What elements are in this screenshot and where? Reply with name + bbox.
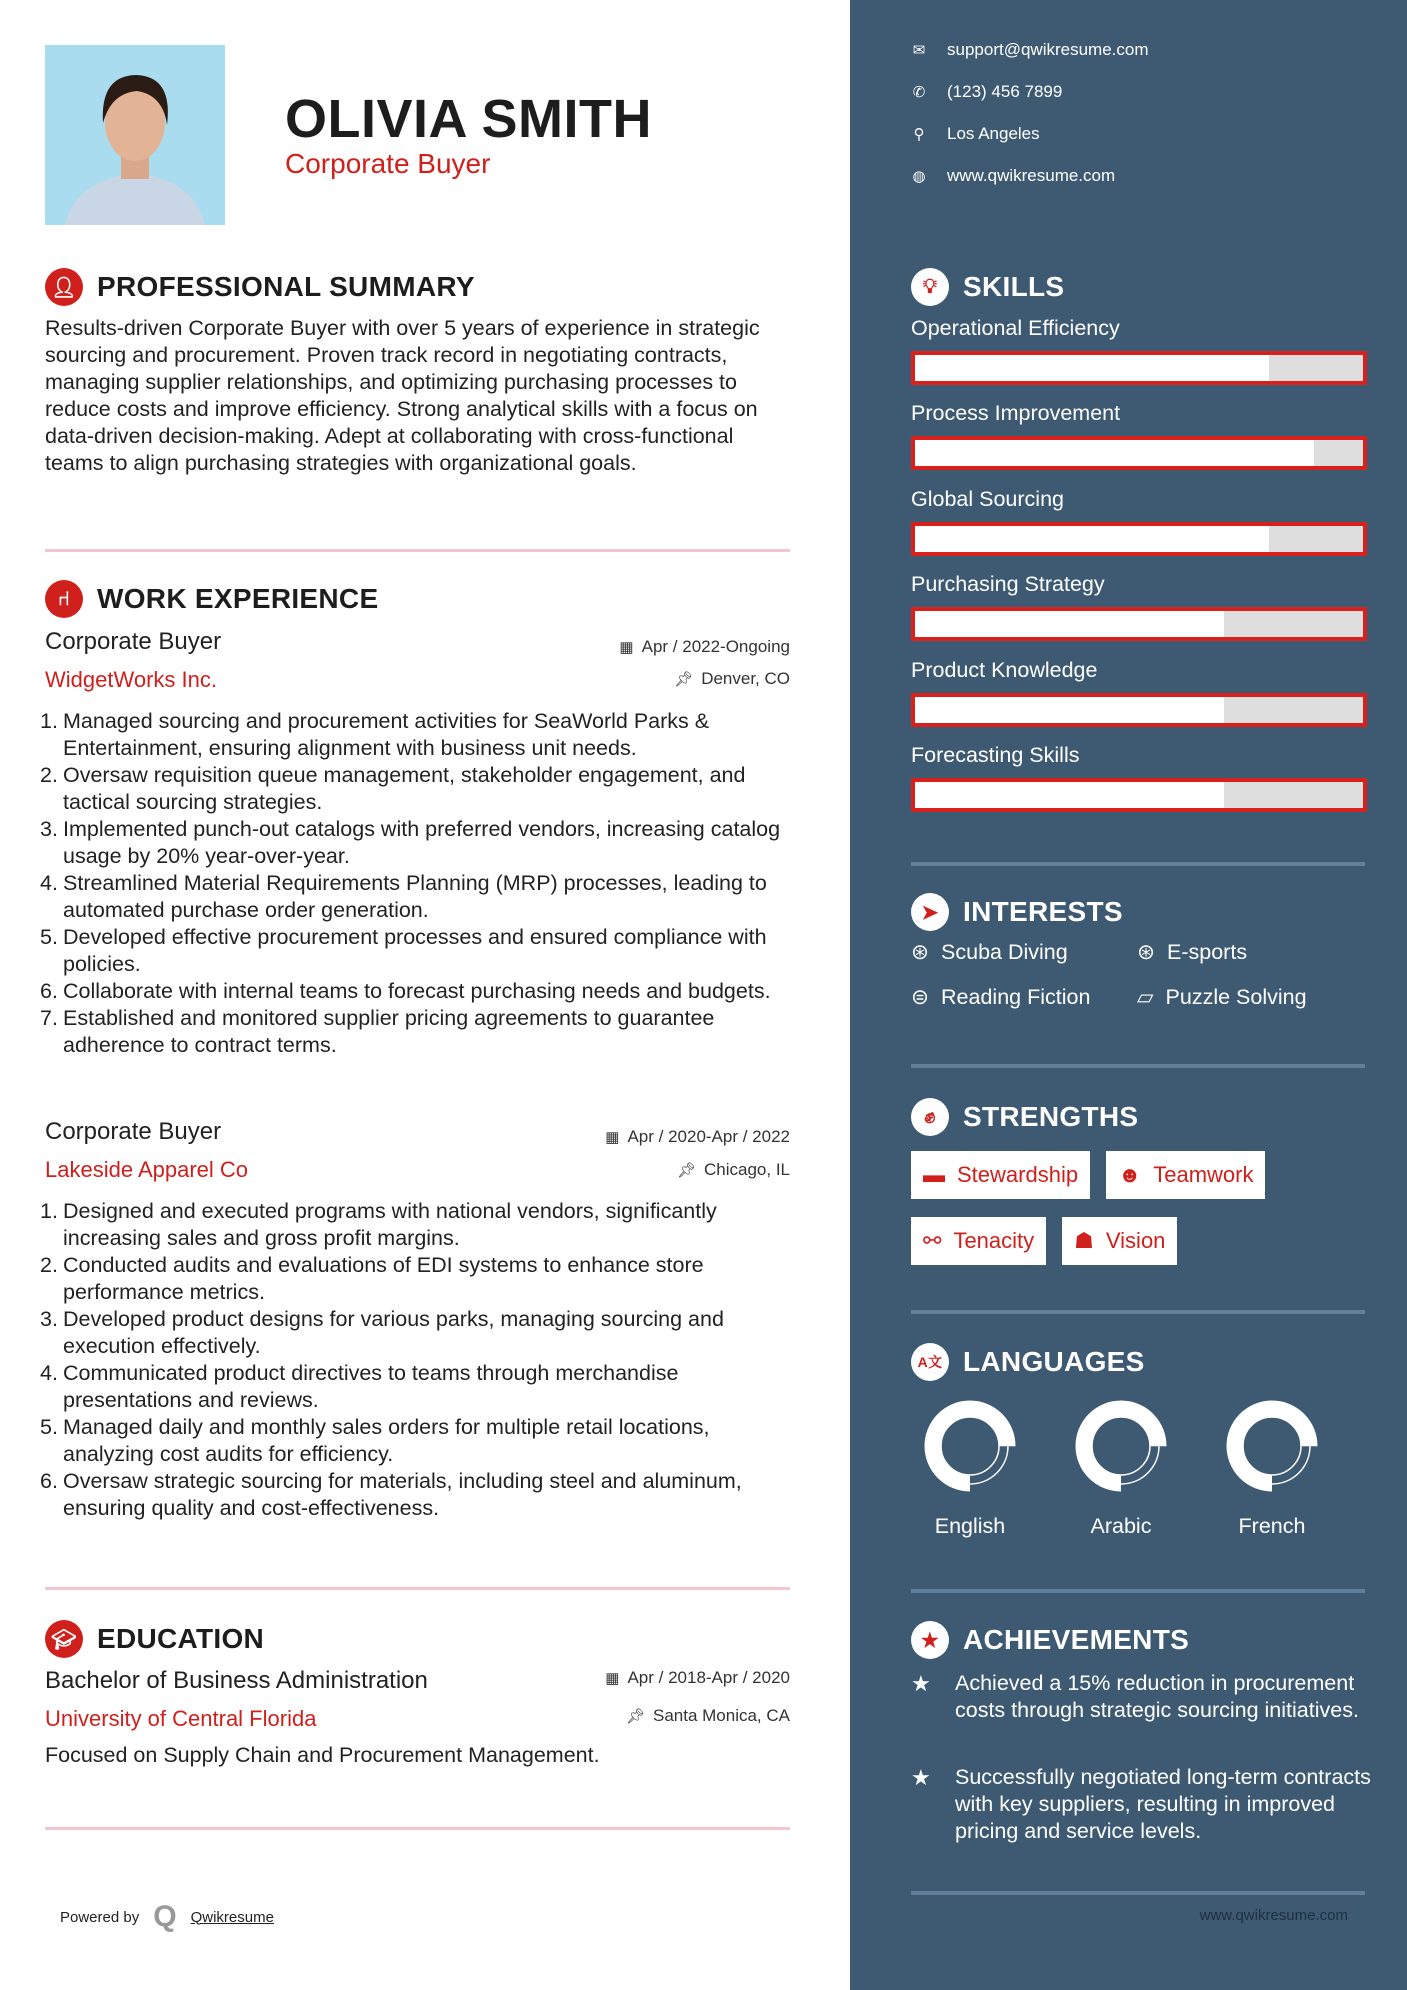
skill-label: Process Improvement: [911, 401, 1121, 426]
calendar-icon: ▦: [605, 1129, 620, 1146]
interests-list: [911, 940, 1367, 1010]
interest-label: E-sports: [1167, 940, 1248, 964]
envelope-icon: ✉: [912, 42, 926, 59]
list-number: 2.: [40, 1253, 58, 1277]
divider: [911, 1589, 1365, 1593]
language-item: [1051, 1396, 1191, 1539]
briefcase-icon: ▬: [923, 1162, 945, 1187]
contact-item[interactable]: [911, 124, 1040, 144]
job-company: Lakeside Apparel Co: [45, 1157, 249, 1182]
user-icon: 👤︎: [45, 268, 83, 306]
language-label: English: [934, 1514, 1006, 1538]
list-item-text: Managed sourcing and procurement activities for SeaWorld Parks & Entertainment, ensuring alignment with business unit needs.: [63, 709, 710, 760]
calendar-icon: ▦: [605, 1670, 620, 1687]
binoculars-icon: ☗: [1074, 1228, 1094, 1253]
list-number: 1.: [40, 709, 58, 733]
language-donut: [1222, 1396, 1322, 1496]
paper-plane-icon: ➤: [911, 893, 949, 931]
summary-heading: [45, 268, 475, 306]
language-donut: [1071, 1396, 1171, 1496]
summary-heading-text: PROFESSIONAL SUMMARY: [97, 271, 475, 302]
language-item: [1202, 1396, 1342, 1539]
powered-by: [60, 1900, 274, 1934]
book-icon: ▱: [1137, 985, 1154, 1009]
donut-fill: [933, 1409, 1007, 1483]
skill-item: [911, 316, 1367, 401]
strengths-heading: [911, 1098, 1138, 1136]
job-company: WidgetWorks Inc.: [45, 667, 217, 692]
list-item-text: Developed effective procurement processes and ensured compliance with policies.: [63, 925, 767, 976]
job-bullets: [40, 1198, 805, 1522]
skill-label: Global Sourcing: [911, 486, 1064, 511]
strength-label: Stewardship: [957, 1162, 1079, 1187]
achievements-heading-text: ACHIEVEMENTS: [963, 1624, 1190, 1655]
languages-heading: [911, 1343, 1145, 1381]
interest-label: Reading Fiction: [941, 985, 1091, 1009]
list-number: 3.: [40, 1307, 58, 1331]
list-item: [40, 1198, 805, 1252]
interest-item: [911, 940, 1137, 965]
divider: [45, 1587, 790, 1590]
language-icon: A文: [911, 1343, 949, 1381]
chair-icon: ⑁: [45, 580, 83, 618]
pin-icon: 📌︎: [674, 671, 694, 688]
school: University of Central Florida: [45, 1706, 317, 1731]
list-number: 5.: [40, 1415, 58, 1439]
fist-icon: ✊︎: [911, 1098, 949, 1136]
pin-icon: 📌︎: [676, 1162, 696, 1179]
achievements-heading: [911, 1621, 1189, 1659]
list-item: [40, 762, 805, 816]
list-number: 5.: [40, 925, 58, 949]
contact-item[interactable]: [911, 82, 1062, 102]
skill-bar-fill: [915, 697, 1224, 723]
education-heading-text: EDUCATION: [97, 1623, 265, 1654]
interests-heading: [911, 893, 1123, 931]
job-location-text: Chicago, IL: [704, 1160, 790, 1179]
job-date-text: Apr / 2022-Ongoing: [641, 637, 790, 656]
list-item: [40, 708, 805, 762]
list-item-text: Streamlined Material Requirements Planning (MRP) processes, leading to automated purchase order generation.: [63, 871, 767, 922]
skill-item: [911, 401, 1367, 486]
skills-heading: [911, 268, 1064, 306]
job-location-text: Denver, CO: [701, 669, 790, 688]
list-item-text: Managed daily and monthly sales orders for multiple retail locations, analyzing cost audits for efficiency.: [63, 1415, 710, 1466]
strengths-heading-text: STRENGTHS: [963, 1101, 1139, 1132]
strength-label: Vision: [1105, 1228, 1166, 1253]
skill-bar: [911, 693, 1367, 727]
skill-item: [911, 658, 1367, 743]
achievement-item: [911, 1764, 1371, 1845]
list-item-text: Communicated product directives to teams through merchandise presentations and reviews.: [63, 1361, 679, 1412]
skill-bar-fill: [915, 355, 1269, 381]
languages-list: [900, 1396, 1342, 1539]
skill-bar-fill: [915, 611, 1224, 637]
skill-bar: [911, 607, 1367, 641]
list-item-text: Oversaw strategic sourcing for materials, including steel and aluminum, ensuring quality and cost-effectiveness.: [63, 1469, 742, 1520]
strength-tag: [1106, 1151, 1265, 1199]
interest-item: [1137, 940, 1363, 965]
education-date: [605, 1668, 790, 1688]
list-number: 4.: [40, 871, 58, 895]
skill-item: [911, 743, 1367, 828]
education-location: [626, 1706, 790, 1726]
strengths-list: [911, 1151, 1311, 1265]
list-item: [40, 978, 805, 1005]
list-item-text: Established and monitored supplier pricing agreements to guarantee adherence to contract terms.: [63, 1006, 715, 1057]
education-date-text: Apr / 2018-Apr / 2020: [627, 1668, 790, 1687]
job-title: Corporate Buyer: [45, 1118, 222, 1145]
achievement-text: Successfully negotiated long-term contracts with key suppliers, resulting in improved pricing and service levels.: [955, 1765, 1371, 1843]
donut-fill: [1084, 1409, 1158, 1483]
list-number: 6.: [40, 979, 58, 1003]
donut-fill: [1235, 1409, 1309, 1483]
language-donut: [920, 1396, 1020, 1496]
achievement-text: Achieved a 15% reduction in procurement costs through strategic sourcing initiatives.: [955, 1671, 1359, 1722]
divider: [911, 1064, 1365, 1068]
interest-item: [911, 985, 1137, 1010]
graduation-cap-icon: 🎓︎: [45, 1620, 83, 1658]
phone-icon: ✆: [912, 84, 926, 101]
list-number: 3.: [40, 817, 58, 841]
list-item: [40, 1252, 805, 1306]
skill-bar: [911, 351, 1367, 385]
candidate-title: Corporate Buyer: [285, 148, 491, 179]
pin-icon: 📌︎: [625, 1708, 645, 1725]
lightbulb-icon: 💡︎: [911, 268, 949, 306]
skill-bar-fill: [915, 526, 1269, 552]
skills-list: [911, 316, 1367, 828]
skill-label: Forecasting Skills: [911, 742, 1080, 767]
divider: [911, 1310, 1365, 1314]
language-item: [900, 1396, 1040, 1539]
degree: Bachelor of Business Administration: [45, 1667, 428, 1694]
interests-heading-text: INTERESTS: [963, 896, 1123, 927]
list-item: [40, 1414, 805, 1468]
list-item: [40, 1306, 805, 1360]
skill-bar-fill: [915, 782, 1224, 808]
star-icon: ★: [911, 1765, 931, 1790]
skills-heading-text: SKILLS: [963, 271, 1065, 302]
job-date: [619, 637, 790, 657]
education-location-text: Santa Monica, CA: [652, 1706, 790, 1725]
strength-label: Teamwork: [1153, 1162, 1254, 1187]
gamepad-icon: ⊜: [911, 985, 930, 1009]
contact-item[interactable]: [911, 166, 1115, 186]
interest-item: [1137, 985, 1363, 1010]
job-bullets: [40, 708, 805, 1059]
life-ring-icon: ⊛: [911, 940, 930, 964]
list-item-text: Implemented punch-out catalogs with preferred vendors, increasing catalog usage by 20% year-over-year.: [63, 817, 781, 868]
contact-text: (123) 456 7899: [947, 82, 1063, 101]
list-item: [40, 816, 805, 870]
list-item: [40, 1468, 805, 1522]
divider: [911, 862, 1365, 866]
contact-text: www.qwikresume.com: [947, 166, 1116, 185]
job-date: [605, 1127, 790, 1147]
divider: [45, 549, 790, 552]
map-pin-icon: ⚲: [913, 126, 925, 143]
list-number: 2.: [40, 763, 58, 787]
experience-heading-text: WORK EXPERIENCE: [97, 583, 379, 614]
skill-bar: [911, 778, 1367, 812]
powered-by-text: Powered by: [60, 1908, 140, 1926]
contact-item[interactable]: [911, 40, 1149, 60]
list-item: [40, 870, 805, 924]
job-location: [677, 1160, 790, 1180]
skill-bar-fill: [915, 440, 1314, 466]
list-number: 6.: [40, 1469, 58, 1493]
list-item-text: Designed and executed programs with national vendors, significantly increasing sales and gross profit margins.: [63, 1199, 717, 1250]
languages-heading-text: LANGUAGES: [963, 1346, 1145, 1377]
job-date-text: Apr / 2020-Apr / 2022: [627, 1127, 790, 1146]
language-label: French: [1238, 1514, 1306, 1538]
list-item-text: Collaborate with internal teams to forecast purchasing needs and budgets.: [63, 979, 771, 1003]
list-item-text: Developed product designs for various parks, managing sourcing and execution effectively.: [63, 1307, 724, 1358]
summary-text: Results-driven Corporate Buyer with over 5 years of experience in strategic sourcing and procurement. Proven track record in negotiating contracts, managing supplier relationships, and optimizing purchasing processes to reduce costs and improve efficiency. Strong analytical skills with a focus on data-driven decision-making. Adept at collaborating with cross-functional teams to align purchasing strategies with organizational goals.: [45, 316, 760, 475]
link-icon: ⚯: [923, 1228, 942, 1253]
education-heading: [45, 1620, 264, 1658]
list-item: [40, 1360, 805, 1414]
list-item: [40, 1005, 805, 1059]
skill-label: Operational Efficiency: [911, 316, 1120, 340]
contact-text: Los Angeles: [947, 124, 1040, 143]
strength-tag: [1062, 1217, 1177, 1265]
education-text: Focused on Supply Chain and Procurement Management.: [45, 1743, 600, 1767]
list-item: [40, 924, 805, 978]
skill-bar: [911, 436, 1367, 470]
contact-text: support@qwikresume.com: [947, 40, 1149, 59]
strength-tag: [911, 1217, 1046, 1265]
skill-bar: [911, 522, 1367, 556]
list-item-text: Conducted audits and evaluations of EDI systems to enhance store performance metrics.: [63, 1253, 704, 1304]
achievement-item: [911, 1670, 1371, 1724]
language-label: Arabic: [1090, 1514, 1152, 1538]
globe-icon: ◍: [912, 168, 926, 185]
calendar-icon: ▦: [619, 639, 634, 656]
list-number: 1.: [40, 1199, 58, 1223]
list-number: 7.: [40, 1006, 58, 1030]
job-location: [674, 669, 790, 689]
divider: [911, 1891, 1365, 1895]
skill-label: Product Knowledge: [911, 657, 1098, 682]
strength-label: Tenacity: [953, 1228, 1035, 1253]
users-icon: ☻: [1118, 1162, 1142, 1187]
strength-tag: [911, 1151, 1090, 1199]
list-number: 4.: [40, 1361, 58, 1385]
qwikresume-logo-icon: Q: [153, 1900, 177, 1933]
interest-label: Puzzle Solving: [1165, 985, 1307, 1009]
star-badge-icon: ★: [911, 1621, 949, 1659]
list-item-text: Oversaw requisition queue management, stakeholder engagement, and tactical sourcing strategies.: [63, 763, 746, 814]
interest-label: Scuba Diving: [941, 940, 1068, 964]
star-icon: ★: [911, 1671, 931, 1696]
skill-item: [911, 572, 1367, 657]
divider: [45, 1827, 790, 1830]
job-title: Corporate Buyer: [45, 628, 222, 655]
candidate-name: OLIVIA SMITH: [285, 89, 652, 149]
experience-heading: [45, 580, 378, 618]
skill-label: Purchasing Strategy: [911, 572, 1105, 597]
life-ring-icon: ⊛: [1137, 940, 1156, 964]
qwikresume-link[interactable]: Qwikresume: [190, 1908, 274, 1926]
footer-site[interactable]: www.qwikresume.com: [1199, 1907, 1348, 1924]
profile-photo: [45, 45, 225, 225]
skill-item: [911, 487, 1367, 572]
